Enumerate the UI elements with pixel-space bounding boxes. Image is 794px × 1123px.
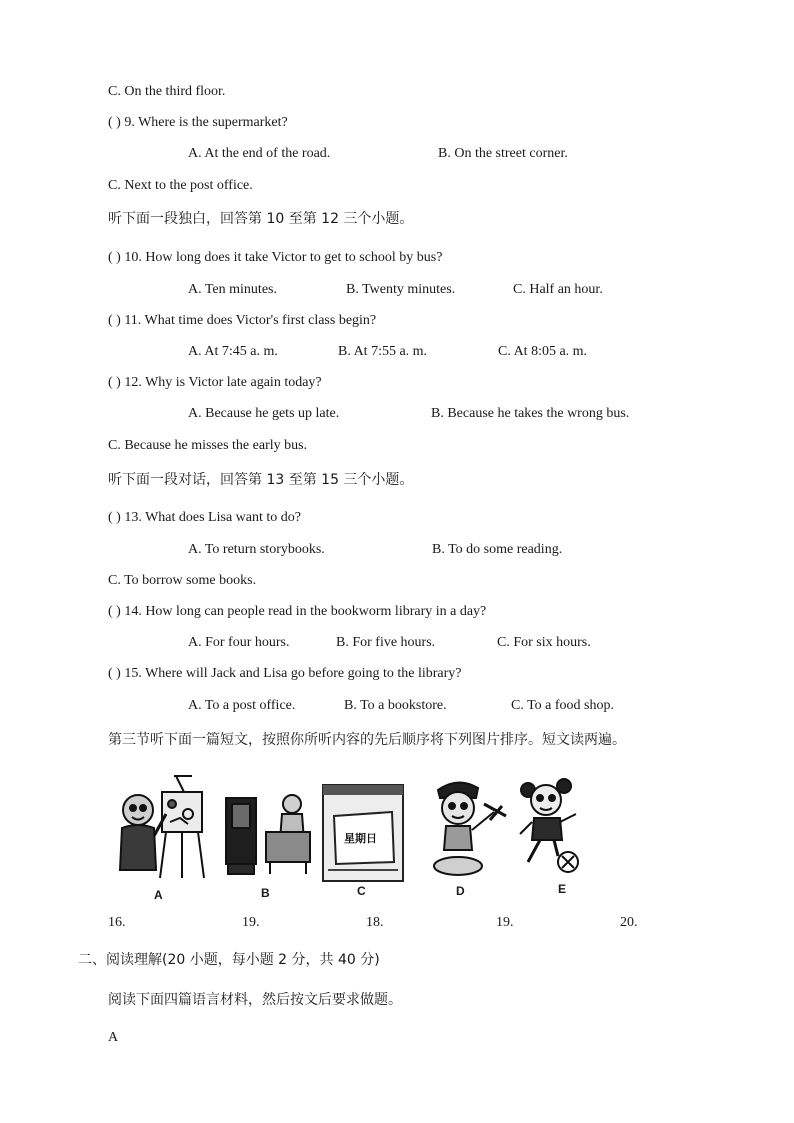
picture-calendar-sunday — [322, 784, 404, 882]
question-9: ( ) 9. Where is the supermarket? — [108, 115, 288, 130]
picture-watching-tv — [222, 780, 312, 880]
picture-label-b: B — [261, 886, 270, 900]
option-11b: B. At 7:55 a. m. — [338, 344, 428, 359]
reading-instruction: 阅读下面四篇语言材料，然后按文后要求做题。 — [108, 992, 402, 1008]
question-15: ( ) 15. Where will Jack and Lisa go before going to the library? — [108, 666, 462, 681]
option-15a: A. To a post office. — [188, 698, 296, 713]
option-10b: B. Twenty minutes. — [346, 282, 456, 297]
answer-number-5: 20. — [620, 915, 638, 930]
option-10a: A. Ten minutes. — [188, 282, 277, 297]
section-instruction-monologue: 听下面一段独白，回答第 10 至第 12 三个小题。 — [108, 211, 414, 227]
option-9a: A. At the end of the road. — [188, 146, 331, 161]
passage-label-a: A — [108, 1030, 119, 1045]
option-11a: A. At 7:45 a. m. — [188, 344, 278, 359]
part-heading-reading: 二、阅读理解(20 小题，每小题 2 分，共 40 分) — [78, 952, 380, 968]
option-9c: C. Next to the post office. — [108, 178, 253, 193]
picture-label-c: C — [357, 884, 366, 898]
option-15c: C. To a food shop. — [511, 698, 614, 713]
answer-number-1: 16. — [108, 915, 126, 930]
calendar-text: 星期日 — [344, 832, 377, 845]
option-13a: A. To return storybooks. — [188, 542, 325, 557]
question-10: ( ) 10. How long does it take Victor to get to school by bus? — [108, 250, 443, 265]
option-12b: B. Because he takes the wrong bus. — [431, 406, 630, 421]
answer-number-2: 19. — [242, 915, 260, 930]
picture-label-e: E — [558, 882, 567, 896]
picture-label-a: A — [154, 888, 163, 902]
picture-girl-football — [514, 776, 584, 880]
option-14c: C. For six hours. — [497, 635, 591, 650]
answer-number-3: 18. — [366, 915, 384, 930]
option-14a: A. For four hours. — [188, 635, 290, 650]
question-13: ( ) 13. What does Lisa want to do? — [108, 510, 301, 525]
question-11: ( ) 11. What time does Victor's first class begin? — [108, 313, 377, 328]
option-14b: B. For five hours. — [336, 635, 436, 650]
question-12: ( ) 12. Why is Victor late again today? — [108, 375, 322, 390]
option-10c: C. Half an hour. — [513, 282, 603, 297]
option-9b: B. On the street corner. — [438, 146, 568, 161]
answer-number-4: 19. — [496, 915, 514, 930]
picture-child-toy-plane — [428, 776, 508, 880]
picture-label-d: D — [456, 884, 465, 898]
option-15b: B. To a bookstore. — [344, 698, 447, 713]
option-13b: B. To do some reading. — [432, 542, 563, 557]
option-12c: C. Because he misses the early bus. — [108, 438, 308, 453]
section-instruction-dialogue: 听下面一段对话，回答第 13 至第 15 三个小题。 — [108, 472, 414, 488]
option-12a: A. Because he gets up late. — [188, 406, 340, 421]
option-13c: C. To borrow some books. — [108, 573, 257, 588]
option-8c: C. On the third floor. — [108, 84, 226, 99]
picture-painter-easel — [112, 770, 208, 880]
option-11c: C. At 8:05 a. m. — [498, 344, 588, 359]
question-14: ( ) 14. How long can people read in the bookworm library in a day? — [108, 604, 487, 619]
section-instruction-passage: 第三节听下面一篇短文，按照你所听内容的先后顺序将下列图片排序。短文读两遍。 — [108, 732, 626, 748]
